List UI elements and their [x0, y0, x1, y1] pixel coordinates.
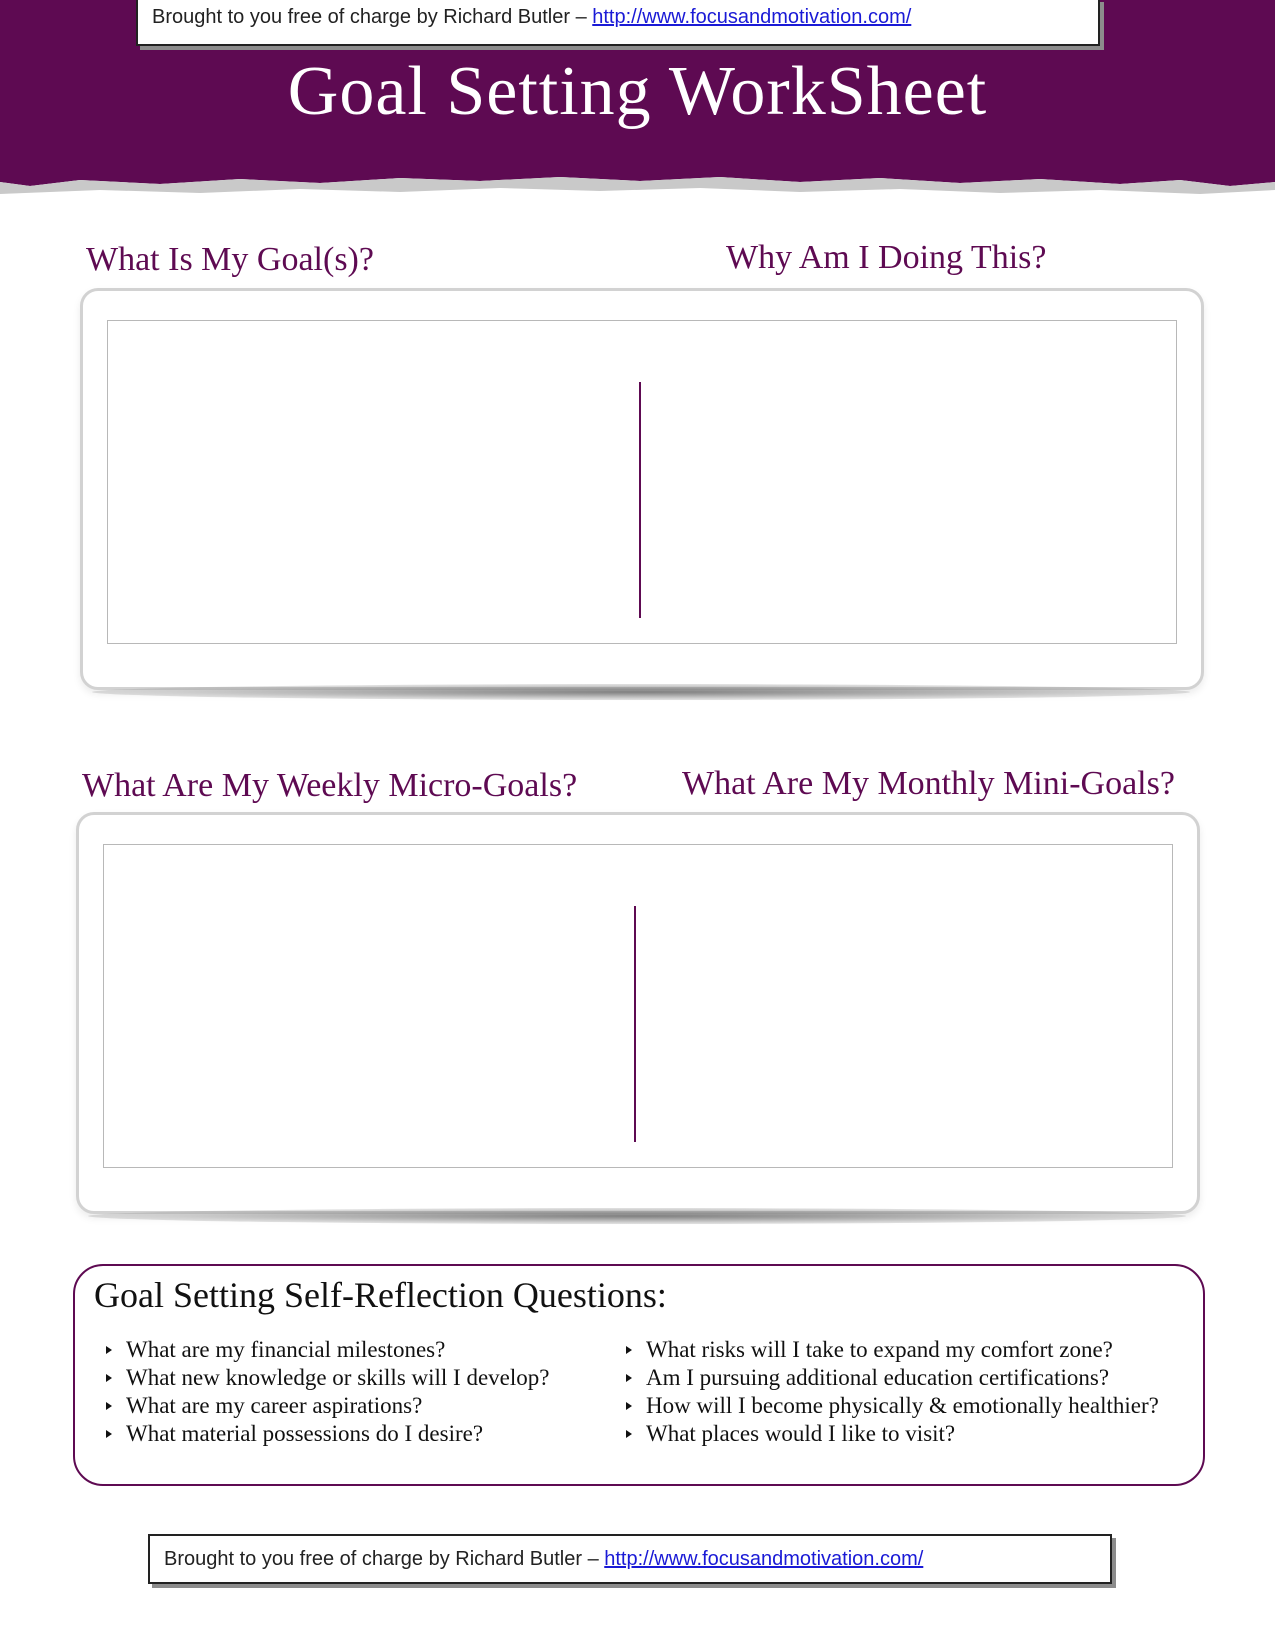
- frame-shadow: [88, 1208, 1186, 1224]
- reflection-questions-right: [622, 1336, 1182, 1448]
- question-item: What places would I like to visit?: [622, 1420, 1182, 1448]
- question-item: What are my financial milestones?: [102, 1336, 602, 1364]
- website-link[interactable]: http://www.focusandmotivation.com/: [592, 6, 912, 28]
- reflection-questions-left: [102, 1336, 602, 1448]
- credit-banner-bottom: [148, 1534, 1112, 1584]
- column-divider: [634, 906, 636, 1142]
- why-heading: Why Am I Doing This?: [726, 239, 1047, 276]
- page-title: Goal Setting WorkSheet: [287, 53, 988, 130]
- question-item: Am I pursuing additional education certifications?: [622, 1364, 1182, 1392]
- reflection-title: Goal Setting Self-Reflection Questions:: [94, 1275, 667, 1315]
- question-item: What risks will I take to expand my comfort zone?: [622, 1336, 1182, 1364]
- question-item: How will I become physically & emotionally healthier?: [622, 1392, 1182, 1420]
- column-divider: [639, 382, 641, 618]
- question-item: What new knowledge or skills will I develop?: [102, 1364, 602, 1392]
- goals-heading: What Is My Goal(s)?: [86, 241, 374, 278]
- monthly-heading: What Are My Monthly Mini-Goals?: [682, 765, 1175, 802]
- torn-paper-edge: [0, 160, 1275, 200]
- credit-text: Brought to you free of charge by Richard Butler –: [164, 1548, 605, 1570]
- goals-writing-area[interactable]: [107, 320, 1177, 644]
- credit-banner-top: [136, 0, 1100, 46]
- website-link[interactable]: http://www.focusandmotivation.com/: [604, 1548, 924, 1570]
- frame-shadow: [92, 684, 1190, 700]
- weekly-heading: What Are My Weekly Micro-Goals?: [82, 767, 578, 804]
- question-item: What material possessions do I desire?: [102, 1420, 602, 1448]
- question-item: What are my career aspirations?: [102, 1392, 602, 1420]
- credit-text: Brought to you free of charge by Richard Butler –: [152, 6, 593, 28]
- micro-goals-writing-area[interactable]: [103, 844, 1173, 1168]
